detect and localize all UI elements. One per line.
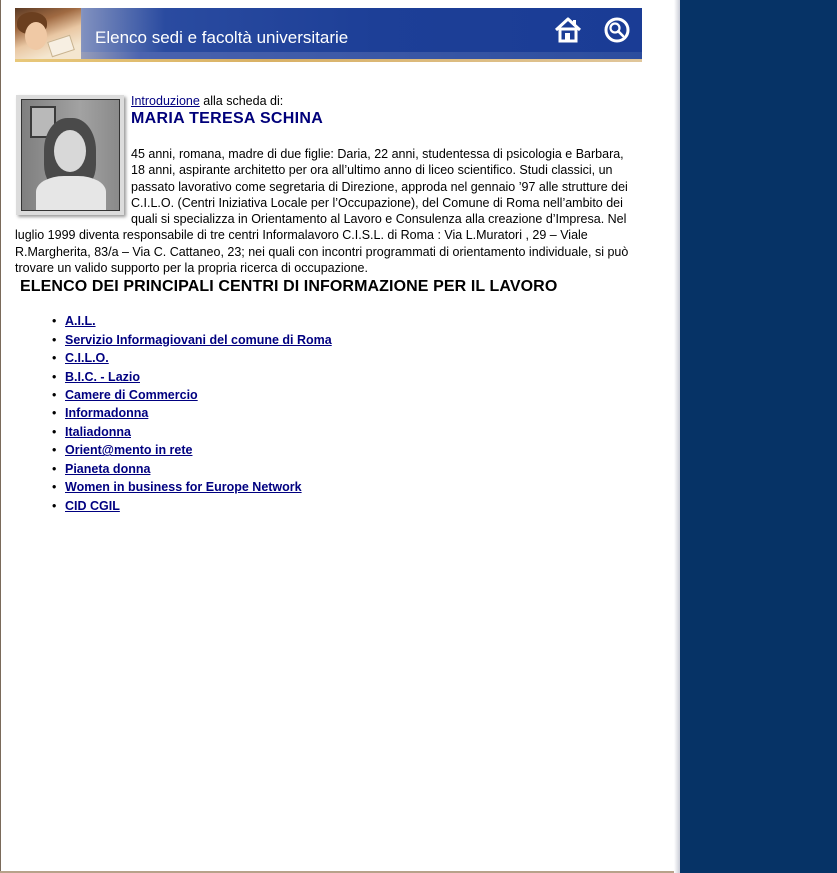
centers-heading: ELENCO DEI PRINCIPALI CENTRI DI INFORMAZIONE PER IL LAVORO xyxy=(20,278,558,295)
header-banner xyxy=(15,8,642,62)
photo-spacer xyxy=(15,146,131,226)
center-link[interactable]: Pianeta donna xyxy=(65,461,151,476)
banner-title: Elenco sedi e facoltà universitarie xyxy=(95,28,349,47)
list-item: • Informadonna xyxy=(52,406,149,421)
list-item: • Italiadonna xyxy=(52,424,131,439)
banner-stripe xyxy=(15,59,642,62)
list-item: • C.I.L.O. xyxy=(52,351,109,366)
list-item: • A.I.L. xyxy=(52,314,96,329)
home-icon[interactable] xyxy=(553,15,583,45)
intro-line xyxy=(131,94,283,108)
banner-photo xyxy=(15,8,81,59)
center-link[interactable]: Women in business for Europe Network xyxy=(65,480,302,495)
list-item: • Pianeta donna xyxy=(52,461,151,476)
center-link[interactable]: CID CGIL xyxy=(65,498,120,513)
list-item: • Women in business for Europe Network xyxy=(52,480,302,495)
left-border xyxy=(0,0,1,873)
center-link[interactable]: A.I.L. xyxy=(65,314,96,329)
intro-link[interactable]: Introduzione xyxy=(131,94,200,108)
center-link[interactable]: Servizio Informagiovani del comune di Roma xyxy=(65,332,332,347)
banner-band xyxy=(15,52,642,59)
center-link[interactable]: B.I.C. - Lazio xyxy=(65,369,140,384)
list-item: • B.I.C. - Lazio xyxy=(52,369,140,384)
list-item: • Camere di Commercio xyxy=(52,387,198,402)
search-icon[interactable] xyxy=(602,15,632,45)
person-name: MARIA TERESA SCHINA xyxy=(131,110,324,127)
list-item: • Servizio Informagiovani del comune di Roma xyxy=(52,332,332,347)
intro-suffix: alla scheda di: xyxy=(203,94,284,108)
center-link[interactable]: Camere di Commercio xyxy=(65,387,198,402)
bio-text: 45 anni, romana, madre di due figlie: Daria, 22 anni, studentessa di psicologia e Barbara, 18 anni, aspirante architetto per ora all’ultimo anno di liceo scientifico. Studi classici, un passato lavorativo come segretaria di Direzione, approda nel gennaio ’97 alle strutture dei C.I.L.O. (Centri Iniziativa Locale per l’Occupazione), del Comune di Roma nell’ambito dei quali si specializza in Orientamento al Lavoro e Consulenza alla creazione d’Impresa. Nel luglio 1999 diventa responsabile di tre centri Informalavoro C.I.S.L. di Roma : Via L.Muratori , 29 – Viale R.Margherita, 83/a – Via C. Cattaneo, 23; nei quali con incontri programmati di orientamento individuale, si può trovare un valido supporto per la propria ricerca di occupazione. xyxy=(15,147,629,276)
center-link[interactable]: Orient@mento in rete xyxy=(65,443,193,458)
bio-paragraph xyxy=(15,146,640,276)
center-link[interactable]: C.I.L.O. xyxy=(65,351,109,366)
list-item: • Orient@mento in rete xyxy=(52,443,193,458)
list-item: • CID CGIL xyxy=(52,498,120,513)
centers-list xyxy=(52,312,332,515)
right-panel xyxy=(680,0,837,873)
center-link[interactable]: Informadonna xyxy=(65,406,149,421)
center-link[interactable]: Italiadonna xyxy=(65,424,131,439)
